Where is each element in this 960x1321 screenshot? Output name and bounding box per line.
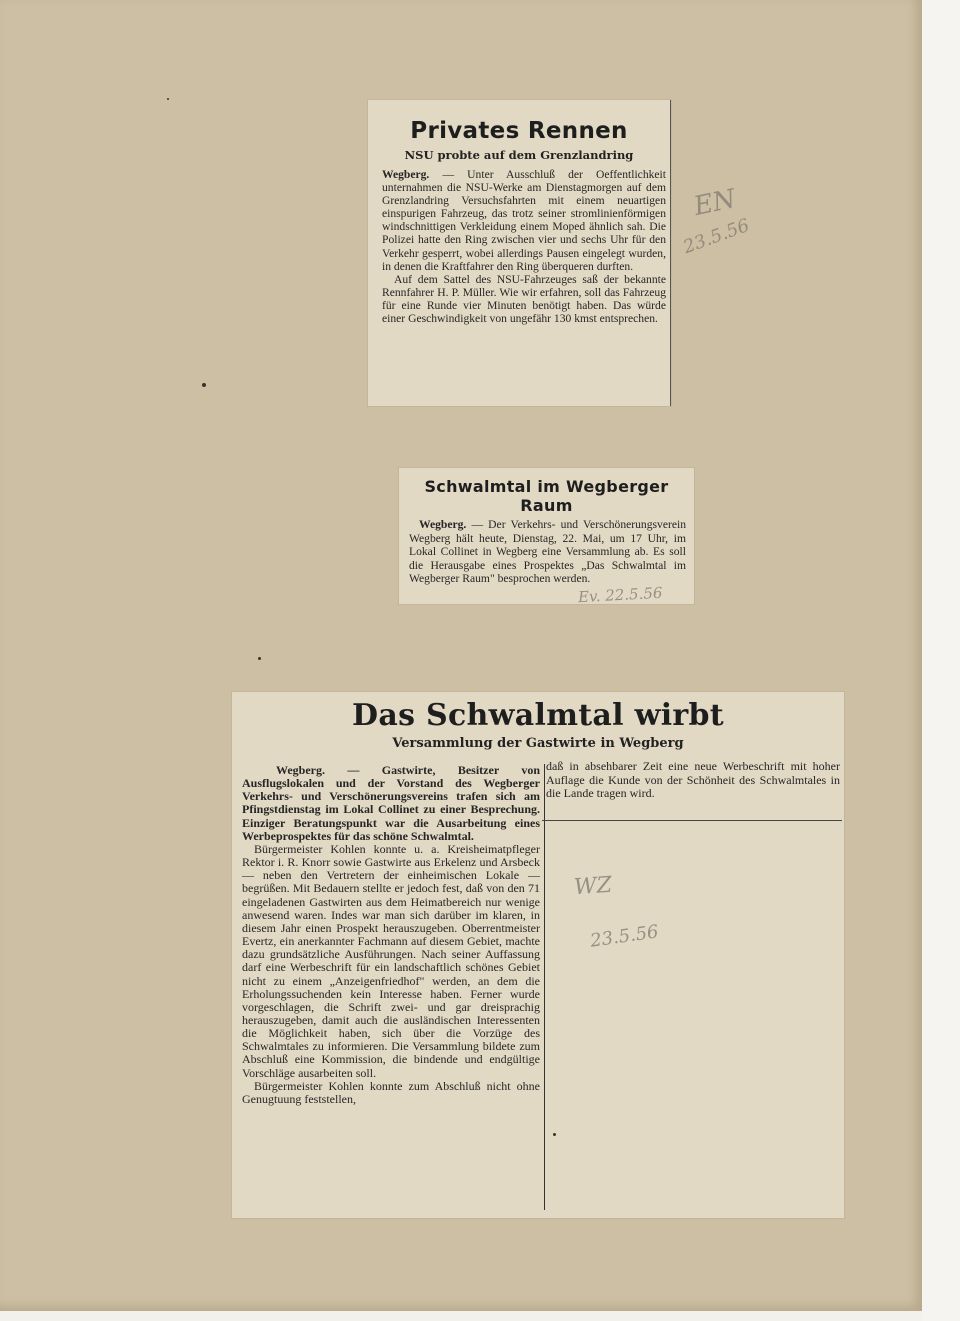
clipping-schwalmtal-wirbt	[232, 692, 844, 1218]
page-edge-background	[922, 0, 960, 1321]
article-column-1	[242, 764, 545, 1210]
article-paragraph: Bürgermeister Kohlen konnte u. a. Kreisheimatpfleger Rektor i. R. Knorr sowie Gastwirte aus Erkelenz und Arsbeck — neben den Vertretern der einheimischen Lokale — begrüßen. Mit Bedauern stellte er jedoch fest, daß von den 71 eingeladenen Gastwirten aus dem Heimatbereich nur wenige anwesend waren. Indes war man sich darüber im klaren, in diesem Jahr einen Prospekt herauszugeben. Oberrentmeister Evertz, ein anerkannter Fachmann auf diesem Gebiet, machte dazu grundsätzliche Ausführungen. Nach seiner Auffassung darf eine Werbeschrift für ein landschaftlich schönes Gebiet nicht zu einem „Anzeigenfriedhof" werden, an dem die Erholungssuchenden kein Interesse haben. Ferner wurde vorgeschlagen, die Schrift zwei- und gar dreisprachig herauszugeben, damit auch die ausländischen Interessenten die Möglichkeit haben, sich über die Vorzüge des Schwalmtales zu informieren. Die Versammlung bildete zum Abschluß eine Kommission, die bindende und endgültige Vorschläge ausarbeiten soll.	[242, 841, 540, 1080]
paper-speck	[258, 657, 261, 660]
article-body	[409, 518, 686, 586]
clipping-privates-rennen	[368, 100, 671, 406]
paper-speck	[553, 1133, 556, 1136]
dateline: Wegberg.	[382, 168, 430, 181]
article-paragraph	[409, 518, 686, 586]
subheadline: Versammlung der Gastwirte in Wegberg	[392, 736, 684, 751]
subheadline: NSU probte auf dem Grenzlandring	[404, 148, 634, 162]
handwritten-date: 23.5.56	[588, 921, 660, 952]
article-paragraph	[382, 168, 666, 273]
article-paragraph: daß in absehbarer Zeit eine neue Werbeschrift mit hoher Auflage die Kunde von der Schönheit des Schwalmtales in die Lande tragen wird.	[546, 759, 840, 801]
handwritten-date: 23.5.56	[680, 214, 753, 259]
paper-speck	[202, 383, 206, 387]
dateline: Wegberg.	[276, 763, 325, 777]
headline: Schwalmtal im Wegberger Raum	[424, 477, 669, 515]
column-divider	[542, 820, 842, 821]
handwritten-source: EN	[691, 183, 739, 223]
headline: Privates Rennen	[410, 118, 628, 144]
dateline: Wegberg.	[419, 518, 467, 531]
article-body	[382, 168, 666, 325]
article-paragraph: Bürgermeister Kohlen konnte zum Abschluß nicht ohne Genugtuung feststellen,	[242, 1078, 540, 1106]
article-column-2	[546, 760, 840, 801]
article-paragraph: Auf dem Sattel des NSU-Fahrzeuges saß der bekannte Rennfahrer H. P. Müller. Wie wir erfahren, soll das Fahrzeug für eine Runde vier Minuten benötigt haben. Das würde einer Geschwindigkeit von ungefähr 130 kmst entsprechen.	[382, 272, 666, 326]
handwritten-note: Ev. 22.5.56	[577, 583, 663, 607]
lead-text: — Gastwirte, Besitzer von Ausflugslokalen und der Vorstand des Wegberger Verkehrs- und Verschönerungsvereins trafen sich am Pfingstdienstag im Lokal Collinet zu einer Besprechung. Einziger Beratungspunkt war die Ausarbeitung eines Werbeprospektes für das schöne Schwalmtal.	[242, 763, 541, 843]
paragraph-text: — Der Verkehrs- und Verschönerungsverein Wegberg hält heute, Dienstag, 22. Mai, um 17 Uhr, im Lokal Collinet in Wegberg eine Versammlung ab. Es soll die Herausgabe eines Prospektes „Das Schwalmtal im Wegberger Raum" besprochen werden.	[409, 518, 686, 586]
handwritten-source: WZ	[573, 872, 613, 901]
headline: Das Schwalmtal wirbt	[352, 698, 724, 733]
paragraph-text: — Unter Ausschluß der Oeffentlichkeit unternahmen die NSU-Werke am Dienstagmorgen auf dem Grenzlandring Versuchsfahrten mit einem neuartigen einspurigen Fahrzeug, das trotz seiner stromlinienförmigen windschnittigen Verkleidung einem Moped ähnlich sah. Die Polizei hatte den Ring zwischen vier und sechs Uhr für den Verkehr gesperrt, wobei allerdings Pausen eingelegt wurden, in denen die Kraftfahrer den Ring überqueren durften.	[382, 168, 666, 273]
article-lead	[242, 764, 540, 843]
paper-speck	[167, 98, 169, 100]
